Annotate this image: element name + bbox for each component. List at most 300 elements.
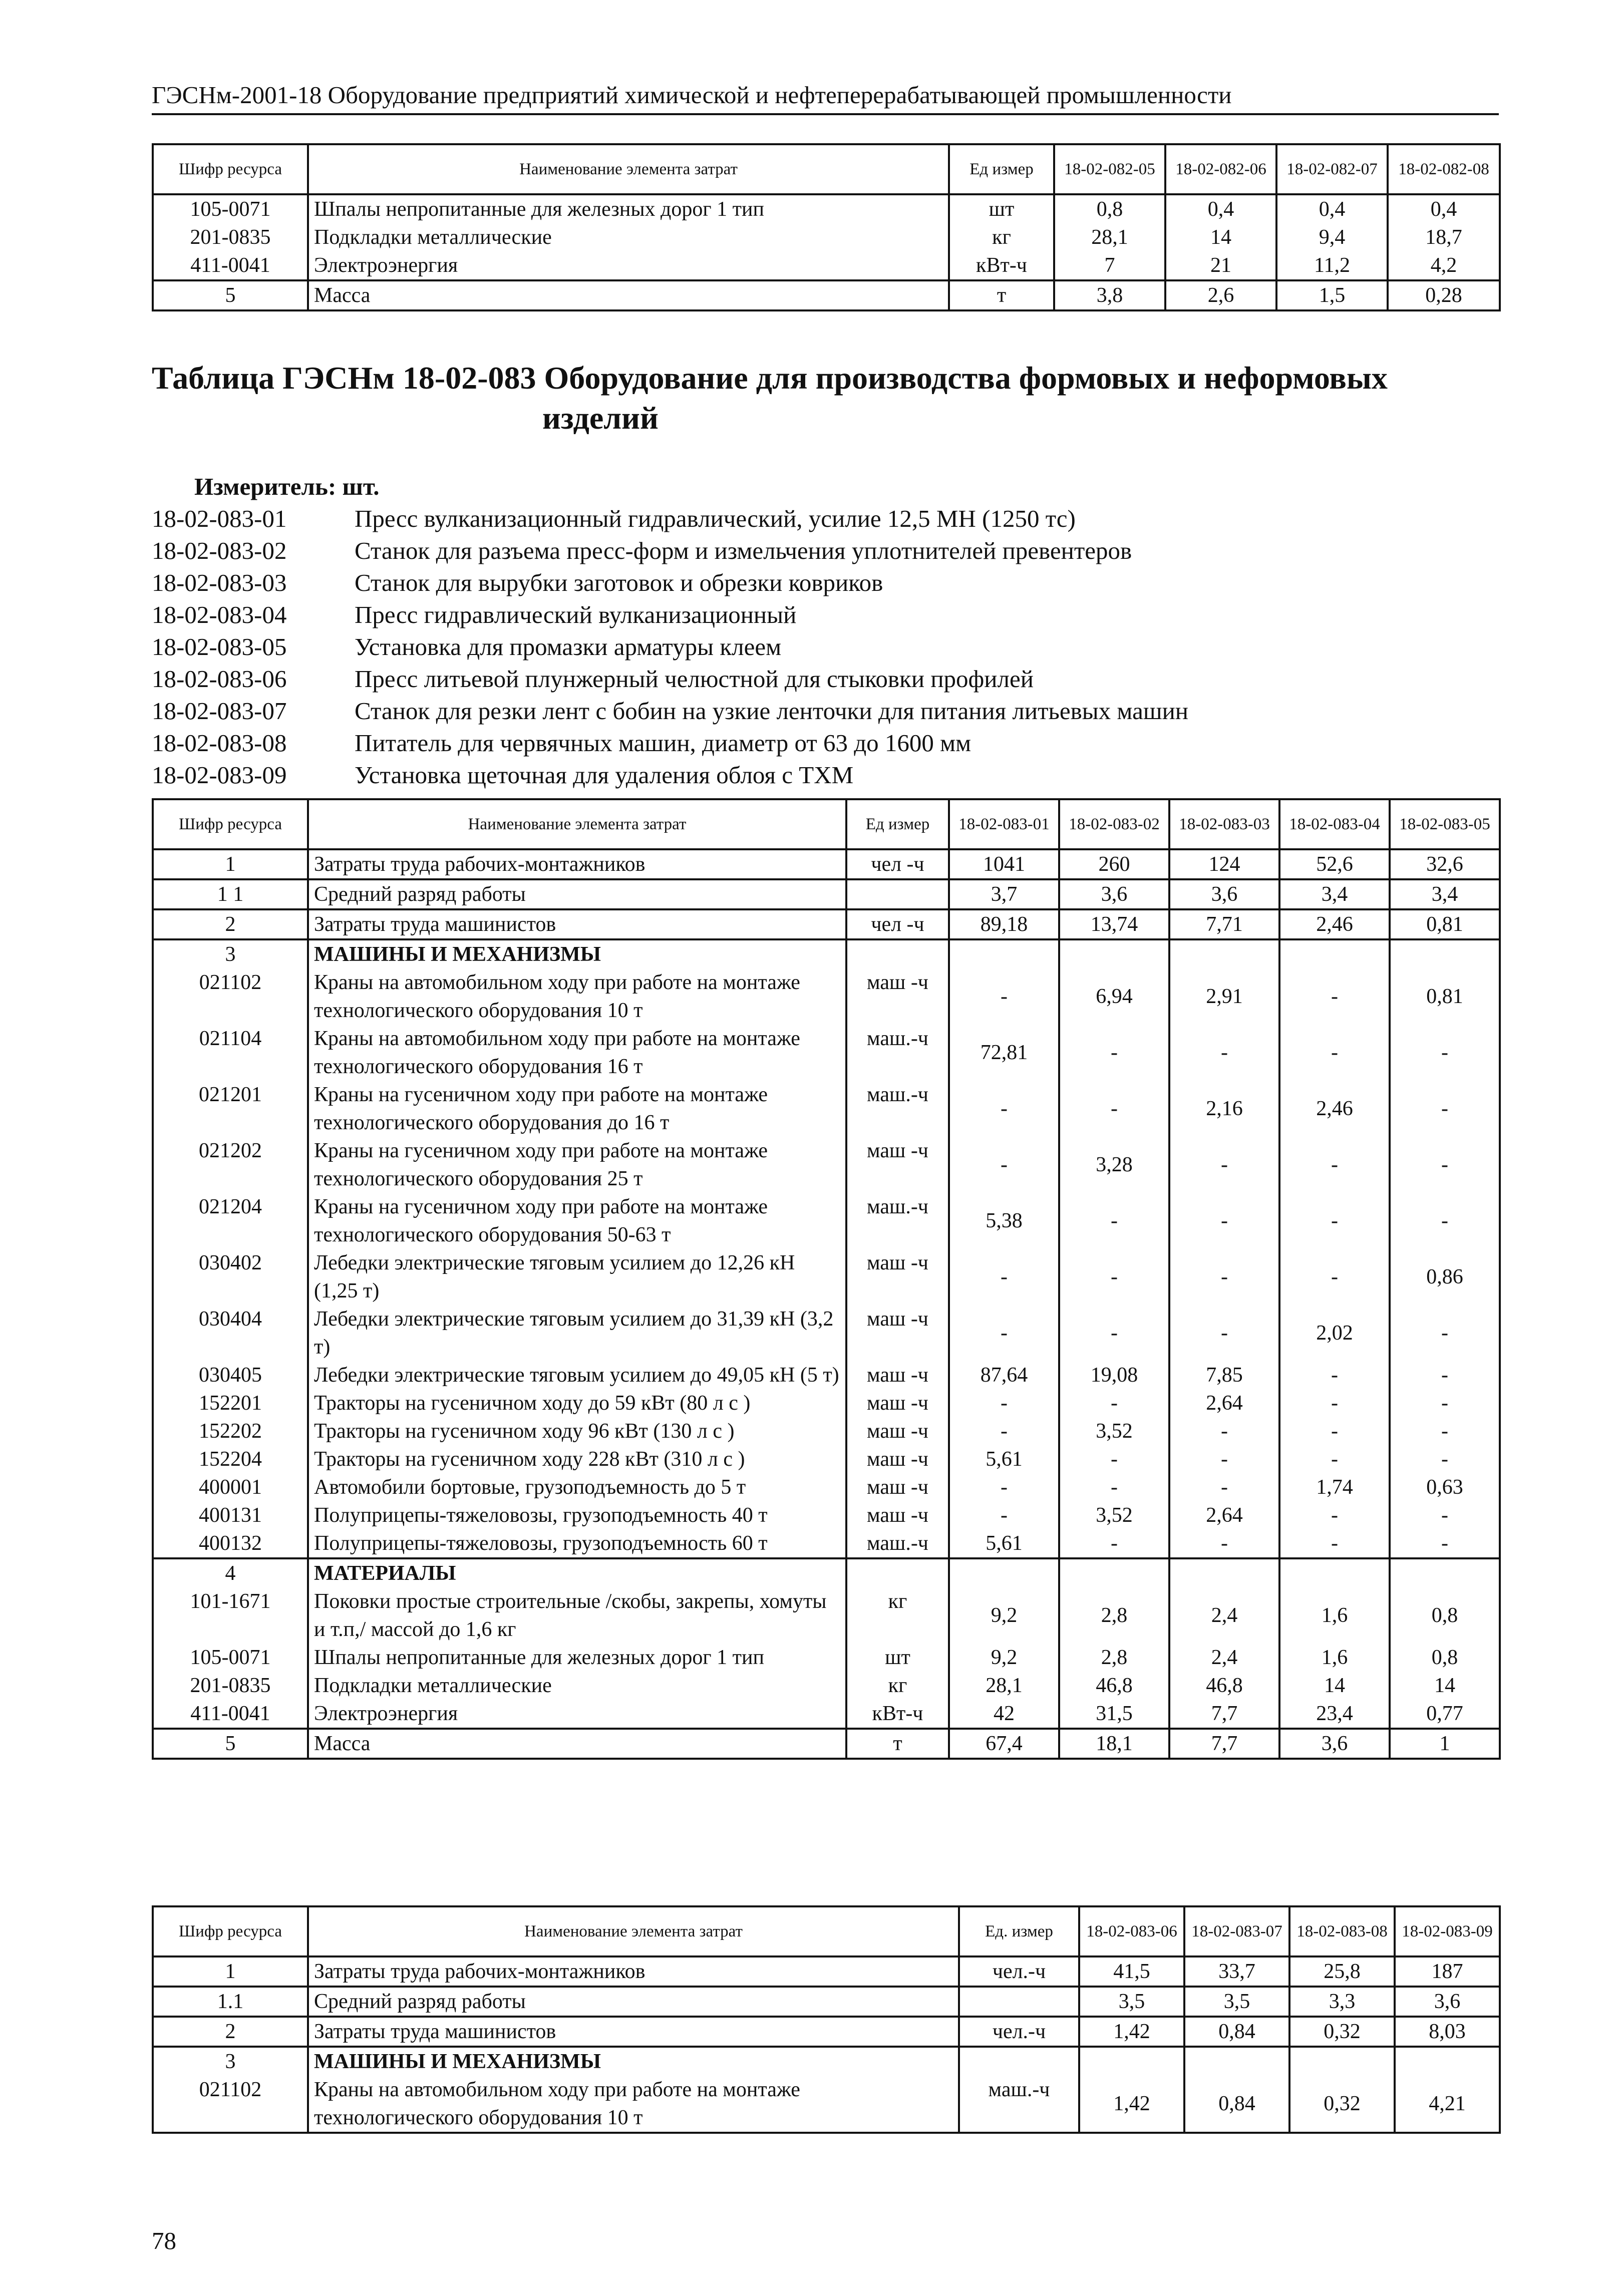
cell-name: Затраты труда машинистов xyxy=(308,909,846,939)
cell-value xyxy=(1395,2047,1500,2076)
cell-code: 030405 xyxy=(153,1361,308,1389)
cell-value: 7,71 xyxy=(1169,909,1279,939)
cell-name: Средний разряд работы xyxy=(308,1987,959,2017)
cell-value: - xyxy=(1279,1025,1390,1081)
measure-item-text: Питатель для червячных машин, диаметр от 63 до 1600 мм xyxy=(355,729,971,757)
cell-name: Лебедки электрические тяговым усилием до 31,39 кН (3,2 т) xyxy=(308,1305,846,1361)
table-row xyxy=(153,223,1500,251)
cell-value: 0,81 xyxy=(1390,968,1500,1025)
column-header: 18-02-083-09 xyxy=(1395,1906,1500,1956)
cell-value: 3,4 xyxy=(1279,879,1390,909)
cell-unit: маш -ч xyxy=(846,1305,949,1361)
cell-name: Автомобили бортовые, грузоподъемность до 5 т xyxy=(308,1473,846,1501)
cell-value xyxy=(1279,1558,1390,1587)
cell-value: - xyxy=(949,1081,1059,1137)
cell-name: МАШИНЫ И МЕХАНИЗМЫ xyxy=(308,2047,959,2076)
table-row xyxy=(153,1529,1500,1558)
cell-value: 2,8 xyxy=(1059,1644,1169,1672)
page-header: ГЭСНм-2001-18 Оборудование предприятий химической и нефтеперерабатывающей промышленности xyxy=(152,80,1499,115)
cell-value: 42 xyxy=(949,1700,1059,1729)
cell-value: 5,38 xyxy=(949,1193,1059,1249)
cell-value: 1,6 xyxy=(1279,1644,1390,1672)
cell-unit xyxy=(959,1987,1079,2017)
cell-name: Затраты труда рабочих-монтажников xyxy=(308,1956,959,1987)
cell-value: - xyxy=(1390,1445,1500,1473)
table-row xyxy=(153,280,1500,310)
measure-item-code: 18-02-083-07 xyxy=(152,697,287,725)
table-row xyxy=(153,2017,1500,2047)
cell-code: 152202 xyxy=(153,1417,308,1445)
cell-value: 46,8 xyxy=(1059,1672,1169,1700)
cell-value: - xyxy=(1169,1137,1279,1193)
cell-unit: маш -ч xyxy=(846,1389,949,1417)
cell-value: 2,8 xyxy=(1059,1587,1169,1644)
cell-value: - xyxy=(1279,1501,1390,1529)
cell-unit: маш -ч xyxy=(846,1473,949,1501)
measure-line xyxy=(152,471,1499,503)
cell-unit: чел -ч xyxy=(846,849,949,879)
cell-code: 400132 xyxy=(153,1529,308,1558)
cell-value: 3,6 xyxy=(1395,1987,1500,2017)
cell-value: 14 xyxy=(1390,1672,1500,1700)
cell-code: 400001 xyxy=(153,1473,308,1501)
table-row xyxy=(153,1501,1500,1529)
measure-unit: шт. xyxy=(342,473,380,500)
column-header: Наименование элемента затрат xyxy=(308,799,846,849)
cell-unit: маш.-ч xyxy=(846,1193,949,1249)
table-18-02-083-06-09 xyxy=(152,1905,1501,2134)
cell-value: 2,16 xyxy=(1169,1081,1279,1137)
cell-unit: маш -ч xyxy=(846,1137,949,1193)
cell-code: 021202 xyxy=(153,1137,308,1193)
measure-item xyxy=(152,695,1499,727)
cell-value: 1,6 xyxy=(1279,1587,1390,1644)
cell-name: Тракторы на гусеничном ходу до 59 кВт (80 л с ) xyxy=(308,1389,846,1417)
column-header: 18-02-083-06 xyxy=(1079,1906,1184,1956)
cell-code: 1 xyxy=(153,1956,308,1987)
cell-value xyxy=(1279,939,1390,968)
cell-code: 152201 xyxy=(153,1389,308,1417)
cell-value: 19,08 xyxy=(1059,1361,1169,1389)
cell-value: 0,81 xyxy=(1390,909,1500,939)
cell-value: 260 xyxy=(1059,849,1169,879)
cell-value: 2,46 xyxy=(1279,1081,1390,1137)
cell-value: - xyxy=(1169,1529,1279,1558)
cell-value: - xyxy=(1169,1473,1279,1501)
measure-item-text: Установка щеточная для удаления облоя с ТХМ xyxy=(355,761,854,789)
cell-value: 33,7 xyxy=(1184,1956,1289,1987)
table-row xyxy=(153,879,1500,909)
cell-value: - xyxy=(1169,1249,1279,1305)
measure-item-code: 18-02-083-02 xyxy=(152,537,287,564)
cell-value: 0,8 xyxy=(1054,194,1165,223)
cell-name: Подкладки металлические xyxy=(308,1672,846,1700)
cell-code: 411-0041 xyxy=(153,251,308,280)
cell-unit: шт xyxy=(949,194,1054,223)
cell-code: 021204 xyxy=(153,1193,308,1249)
cell-value: 5,61 xyxy=(949,1445,1059,1473)
cell-value: 7,85 xyxy=(1169,1361,1279,1389)
page-number: 78 xyxy=(152,2227,176,2254)
table-row xyxy=(153,1644,1500,1672)
cell-code: 152204 xyxy=(153,1445,308,1473)
cell-code: 5 xyxy=(153,280,308,310)
measure-item-code: 18-02-083-05 xyxy=(152,633,287,661)
column-header: 18-02-083-01 xyxy=(949,799,1059,849)
cell-value xyxy=(1059,1558,1169,1587)
cell-unit: чел.-ч xyxy=(959,2017,1079,2047)
cell-value: 3,4 xyxy=(1390,879,1500,909)
cell-value: 28,1 xyxy=(1054,223,1165,251)
table-row xyxy=(153,1025,1500,1081)
measure-item-code: 18-02-083-08 xyxy=(152,729,287,757)
table-header xyxy=(153,1906,1500,1956)
table-row xyxy=(153,968,1500,1025)
cell-value: 1 xyxy=(1390,1729,1500,1759)
cell-value: - xyxy=(1390,1137,1500,1193)
cell-unit xyxy=(959,2047,1079,2076)
cell-value: - xyxy=(1390,1389,1500,1417)
column-header: 18-02-082-07 xyxy=(1276,144,1388,194)
cell-value: 3,5 xyxy=(1184,1987,1289,2017)
cell-code: 105-0071 xyxy=(153,194,308,223)
cell-unit: т xyxy=(949,280,1054,310)
table-row xyxy=(153,1305,1500,1361)
cell-value: 2,6 xyxy=(1165,280,1276,310)
cell-value: - xyxy=(1390,1193,1500,1249)
table-header xyxy=(153,144,1500,194)
cell-value: - xyxy=(1059,1473,1169,1501)
cell-value xyxy=(949,939,1059,968)
cell-name: Краны на автомобильном ходу при работе на монтаже технологического оборудования 16 т xyxy=(308,1025,846,1081)
table-row xyxy=(153,1193,1500,1249)
measure-item-code: 18-02-083-03 xyxy=(152,569,287,596)
table-row xyxy=(153,1473,1500,1501)
table-row xyxy=(153,1389,1500,1417)
cell-value: 3,6 xyxy=(1059,879,1169,909)
cell-name: Полуприцепы-тяжеловозы, грузоподъемность 60 т xyxy=(308,1529,846,1558)
cell-unit: маш -ч xyxy=(846,1417,949,1445)
cell-value: - xyxy=(1059,1529,1169,1558)
column-header: 18-02-083-05 xyxy=(1390,799,1500,849)
cell-name: Тракторы на гусеничном ходу 96 кВт (130 л с ) xyxy=(308,1417,846,1445)
cell-value: 3,7 xyxy=(949,879,1059,909)
column-header: 18-02-083-07 xyxy=(1184,1906,1289,1956)
cell-value: - xyxy=(1059,1305,1169,1361)
cell-value: 14 xyxy=(1165,223,1276,251)
table-row xyxy=(153,1137,1500,1193)
table-row xyxy=(153,939,1500,968)
table-body xyxy=(153,849,1500,1759)
cell-value: 6,94 xyxy=(1059,968,1169,1025)
cell-value: 9,4 xyxy=(1276,223,1388,251)
cell-value: 18,1 xyxy=(1059,1729,1169,1759)
cell-unit: кг xyxy=(949,223,1054,251)
cell-code: 2 xyxy=(153,2017,308,2047)
cell-value: 1,42 xyxy=(1079,2076,1184,2133)
cell-unit: маш.-ч xyxy=(846,1081,949,1137)
cell-value: - xyxy=(1279,968,1390,1025)
cell-value: 9,2 xyxy=(949,1644,1059,1672)
cell-value: 0,86 xyxy=(1390,1249,1500,1305)
cell-value: - xyxy=(949,968,1059,1025)
table-row xyxy=(153,1081,1500,1137)
measure-item-text: Станок для резки лент с бобин на узкие ленточки для питания литьевых машин xyxy=(355,697,1189,725)
table-row xyxy=(153,1987,1500,2017)
cell-value xyxy=(1390,1558,1500,1587)
cell-unit: шт xyxy=(846,1644,949,1672)
cell-name: Полуприцепы-тяжеловозы, грузоподъемность 40 т xyxy=(308,1501,846,1529)
cell-value: - xyxy=(1169,1193,1279,1249)
cell-value: - xyxy=(1279,1361,1390,1389)
cell-unit: маш.-ч xyxy=(846,1025,949,1081)
cell-value: - xyxy=(1169,1417,1279,1445)
cell-value: 1041 xyxy=(949,849,1059,879)
cell-value: 187 xyxy=(1395,1956,1500,1987)
cell-value: - xyxy=(1279,1417,1390,1445)
table-row xyxy=(153,194,1500,223)
cell-name: Краны на автомобильном ходу при работе на монтаже технологического оборудования 10 т xyxy=(308,968,846,1025)
cell-value: 4,21 xyxy=(1395,2076,1500,2133)
measure-item xyxy=(152,631,1499,663)
cell-value: 87,64 xyxy=(949,1361,1059,1389)
measure-item-text: Пресс гидравлический вулканизационный xyxy=(355,601,797,628)
cell-value: 0,63 xyxy=(1390,1473,1500,1501)
cell-code: 2 xyxy=(153,909,308,939)
cell-value: 0,32 xyxy=(1289,2017,1395,2047)
column-header: 18-02-083-04 xyxy=(1279,799,1390,849)
table-row xyxy=(153,2047,1500,2076)
cell-name: Затраты труда рабочих-монтажников xyxy=(308,849,846,879)
cell-value: - xyxy=(1169,1305,1279,1361)
cell-unit: кг xyxy=(846,1587,949,1644)
cell-code: 5 xyxy=(153,1729,308,1759)
cell-code: 3 xyxy=(153,2047,308,2076)
cell-value: 72,81 xyxy=(949,1025,1059,1081)
cell-value: 7,7 xyxy=(1169,1700,1279,1729)
cell-name: Поковки простые строительные /скобы, закрепы, хомуты и т.п,/ массой до 1,6 кг xyxy=(308,1587,846,1644)
cell-value: 2,46 xyxy=(1279,909,1390,939)
cell-unit: чел.-ч xyxy=(959,1956,1079,1987)
cell-value: 124 xyxy=(1169,849,1279,879)
measure-item-text: Станок для вырубки заготовок и обрезки ковриков xyxy=(355,569,883,596)
cell-value: - xyxy=(1390,1305,1500,1361)
cell-unit: т xyxy=(846,1729,949,1759)
column-header: 18-02-082-05 xyxy=(1054,144,1165,194)
cell-value: 1,5 xyxy=(1276,280,1388,310)
table-row xyxy=(153,1956,1500,1987)
cell-code: 400131 xyxy=(153,1501,308,1529)
cell-value: 11,2 xyxy=(1276,251,1388,280)
table-row xyxy=(153,1249,1500,1305)
cell-value: 41,5 xyxy=(1079,1956,1184,1987)
table-row xyxy=(153,1729,1500,1759)
cell-value xyxy=(949,1558,1059,1587)
cell-code: 1 xyxy=(153,849,308,879)
column-header: Наименование элемента затрат xyxy=(308,144,949,194)
cell-value: 0,28 xyxy=(1388,280,1500,310)
measure-item-code: 18-02-083-06 xyxy=(152,665,287,693)
cell-value: - xyxy=(1279,1249,1390,1305)
cell-value: 3,3 xyxy=(1289,1987,1395,2017)
cell-code: 4 xyxy=(153,1558,308,1587)
cell-code: 201-0835 xyxy=(153,1672,308,1700)
cell-name: Масса xyxy=(308,280,949,310)
cell-value: 0,8 xyxy=(1390,1644,1500,1672)
cell-name: Электроэнергия xyxy=(308,1700,846,1729)
cell-name: Краны на гусеничном ходу при работе на монтаже технологического оборудования до 16 т xyxy=(308,1081,846,1137)
cell-value: - xyxy=(1390,1501,1500,1529)
cell-value: 0,4 xyxy=(1165,194,1276,223)
cell-code: 1 1 xyxy=(153,879,308,909)
cell-name: Масса xyxy=(308,1729,846,1759)
cell-value: - xyxy=(949,1501,1059,1529)
cell-value: 2,64 xyxy=(1169,1501,1279,1529)
cell-value: 23,4 xyxy=(1279,1700,1390,1729)
cell-value: - xyxy=(1059,1025,1169,1081)
table-header xyxy=(153,799,1500,849)
cell-name: МАТЕРИАЛЫ xyxy=(308,1558,846,1587)
cell-value: 0,77 xyxy=(1390,1700,1500,1729)
cell-value: 3,52 xyxy=(1059,1501,1169,1529)
measure-item-code: 18-02-083-01 xyxy=(152,505,287,532)
cell-name: Шпалы непропитанные для железных дорог 1 тип xyxy=(308,1644,846,1672)
cell-code: 030404 xyxy=(153,1305,308,1361)
cell-value: - xyxy=(1059,1081,1169,1137)
cell-name: Электроэнергия xyxy=(308,251,949,280)
cell-value: 14 xyxy=(1279,1672,1390,1700)
table-row xyxy=(153,1445,1500,1473)
cell-code: 021201 xyxy=(153,1081,308,1137)
cell-value: 3,5 xyxy=(1079,1987,1184,2017)
cell-value: 5,61 xyxy=(949,1529,1059,1558)
measure-label: Измеритель: xyxy=(194,473,337,500)
cell-unit: маш -ч xyxy=(846,1249,949,1305)
cell-value: 31,5 xyxy=(1059,1700,1169,1729)
column-header: Шифр ресурса xyxy=(153,1906,308,1956)
cell-value: 3,52 xyxy=(1059,1417,1169,1445)
cell-unit: маш.-ч xyxy=(846,1529,949,1558)
cell-unit xyxy=(846,879,949,909)
cell-unit: чел -ч xyxy=(846,909,949,939)
cell-value: 52,6 xyxy=(1279,849,1390,879)
cell-value: 3,8 xyxy=(1054,280,1165,310)
cell-name: Лебедки электрические тяговым усилием до 12,26 кН (1,25 т) xyxy=(308,1249,846,1305)
cell-value xyxy=(1169,1558,1279,1587)
cell-value: 9,2 xyxy=(949,1587,1059,1644)
cell-code: 201-0835 xyxy=(153,223,308,251)
measure-item xyxy=(152,663,1499,695)
column-header: Шифр ресурса xyxy=(153,144,308,194)
cell-value: - xyxy=(1059,1445,1169,1473)
cell-value: 0,8 xyxy=(1390,1587,1500,1644)
measure-item xyxy=(152,599,1499,631)
cell-unit: маш -ч xyxy=(846,1501,949,1529)
cell-value: 0,4 xyxy=(1388,194,1500,223)
table-row xyxy=(153,2076,1500,2133)
column-header: Ед. измер xyxy=(959,1906,1079,1956)
cell-value: - xyxy=(1059,1249,1169,1305)
table-title-line-2: изделий xyxy=(542,400,659,436)
cell-value: 2,4 xyxy=(1169,1587,1279,1644)
cell-value: - xyxy=(1169,1025,1279,1081)
measure-item xyxy=(152,535,1499,567)
table-row xyxy=(153,1700,1500,1729)
cell-value: 3,28 xyxy=(1059,1137,1169,1193)
measure-item xyxy=(152,503,1499,535)
cell-value: - xyxy=(1390,1081,1500,1137)
cell-value: 3,6 xyxy=(1169,879,1279,909)
cell-value: - xyxy=(949,1389,1059,1417)
column-header: Ед измер xyxy=(949,144,1054,194)
table-row xyxy=(153,909,1500,939)
cell-value: 0,32 xyxy=(1289,2076,1395,2133)
measure-item xyxy=(152,727,1499,759)
table-title-line-1: Таблица ГЭСНм 18-02-083 Оборудование для производства формовых и неформовых xyxy=(152,360,1388,396)
table-row xyxy=(153,251,1500,280)
cell-value: 2,02 xyxy=(1279,1305,1390,1361)
cell-value: - xyxy=(1279,1529,1390,1558)
measure-item-text: Пресс вулканизационный гидравлический, усилие 12,5 МН (1250 тс) xyxy=(355,505,1076,532)
cell-value xyxy=(1289,2047,1395,2076)
cell-value: - xyxy=(1279,1193,1390,1249)
table-row xyxy=(153,1361,1500,1389)
cell-value: - xyxy=(949,1417,1059,1445)
cell-code: 021102 xyxy=(153,968,308,1025)
cell-value: - xyxy=(1390,1025,1500,1081)
cell-value: 7 xyxy=(1054,251,1165,280)
column-header: 18-02-082-06 xyxy=(1165,144,1276,194)
cell-code: 105-0071 xyxy=(153,1644,308,1672)
cell-value: 2,64 xyxy=(1169,1389,1279,1417)
measure-item-text: Пресс литьевой плунжерный челюстной для стыковки профилей xyxy=(355,665,1034,693)
cell-value: - xyxy=(1279,1137,1390,1193)
measure-item xyxy=(152,759,1499,791)
cell-value: - xyxy=(1169,1445,1279,1473)
cell-value: 7,7 xyxy=(1169,1729,1279,1759)
column-header: Наименование элемента затрат xyxy=(308,1906,959,1956)
cell-value: - xyxy=(1279,1389,1390,1417)
cell-name: Средний разряд работы xyxy=(308,879,846,909)
cell-value: - xyxy=(1059,1389,1169,1417)
measure-item-code: 18-02-083-04 xyxy=(152,601,287,628)
cell-name: Подкладки металлические xyxy=(308,223,949,251)
cell-name: Краны на гусеничном ходу при работе на монтаже технологического оборудования 50-63 т xyxy=(308,1193,846,1249)
cell-value: - xyxy=(1390,1529,1500,1558)
cell-name: Краны на гусеничном ходу при работе на монтаже технологического оборудования 25 т xyxy=(308,1137,846,1193)
cell-code: 1.1 xyxy=(153,1987,308,2017)
cell-value: 25,8 xyxy=(1289,1956,1395,1987)
cell-value xyxy=(1059,939,1169,968)
cell-code: 411-0041 xyxy=(153,1700,308,1729)
measure-items xyxy=(152,503,1499,791)
cell-value: 67,4 xyxy=(949,1729,1059,1759)
cell-value: - xyxy=(949,1305,1059,1361)
cell-value: 18,7 xyxy=(1388,223,1500,251)
cell-name: Затраты труда машинистов xyxy=(308,2017,959,2047)
cell-value: 4,2 xyxy=(1388,251,1500,280)
cell-value xyxy=(1079,2047,1184,2076)
column-header: Ед измер xyxy=(846,799,949,849)
cell-unit: маш -ч xyxy=(846,1445,949,1473)
cell-unit: кг xyxy=(846,1672,949,1700)
cell-value: 2,4 xyxy=(1169,1644,1279,1672)
column-header: 18-02-083-03 xyxy=(1169,799,1279,849)
cell-name: Краны на автомобильном ходу при работе на монтаже технологического оборудования 10 т xyxy=(308,2076,959,2133)
cell-value: 8,03 xyxy=(1395,2017,1500,2047)
cell-value: 1,42 xyxy=(1079,2017,1184,2047)
measure-item-code: 18-02-083-09 xyxy=(152,761,287,789)
